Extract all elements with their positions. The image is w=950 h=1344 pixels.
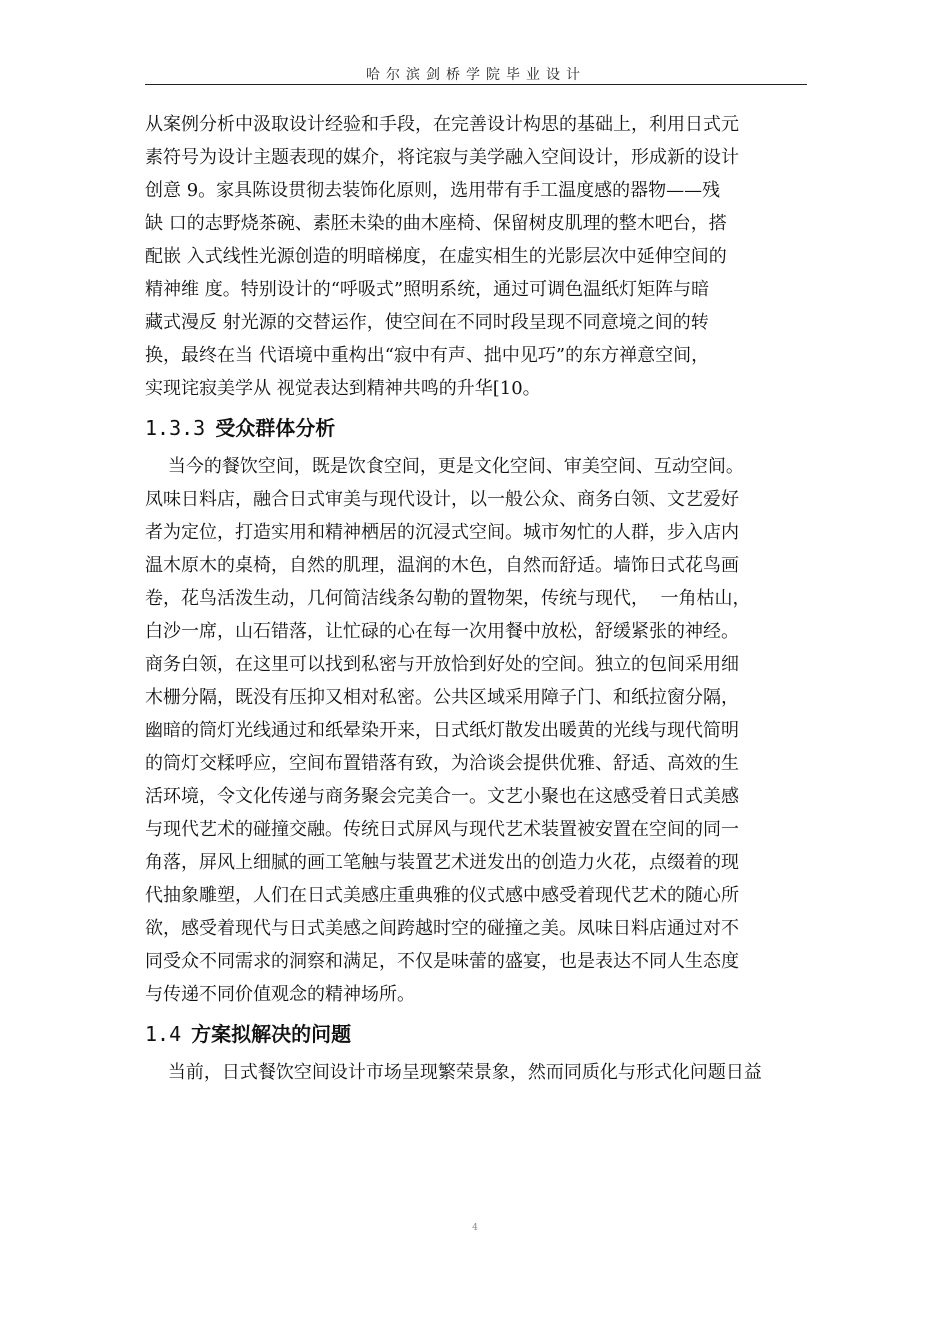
text-line: 素符号为设计主题表现的媒介，将诧寂与美学融入空间设计，形成新的设计 <box>145 147 739 168</box>
text-line: 的筒灯交糅呼应，空间布置错落有致，为洽谈会提供优雅、舒适、高效的生 <box>145 753 739 774</box>
text-line: 同受众不同需求的洞察和满足，不仅是味蕾的盛宴，也是表达不同人生态度 <box>145 951 739 972</box>
header-divider <box>145 84 807 85</box>
text-line: 角落，屏风上细腻的画工笔触与装置艺术迸发出的创造力火花，点缀着的现 <box>145 852 739 873</box>
section-heading-problems-to-solve <box>145 1017 813 1051</box>
section-title: 受众群体分析 <box>215 416 336 440</box>
text-line: 配嵌 入式线性光源创造的明暗梯度，在虚实相生的光影层次中延伸空间的 <box>145 246 727 267</box>
page-header-title: 哈尔滨剑桥学院毕业设计 <box>366 67 586 83</box>
text-line: 缺 口的志野烧茶碗、素胚未染的曲木座椅、保留树皮肌理的整木吧台，搭 <box>145 213 727 234</box>
text-line: 凤味日料店，融合日式审美与现代设计，以一般公众、商务白领、文艺爱好 <box>145 489 739 510</box>
text-line: 幽暗的筒灯光线通过和纸晕染开来，日式纸灯散发出暖黄的光线与现代简明 <box>145 720 739 741</box>
text-line: 活环境，令文化传递与商务聚会完美合一。文艺小聚也在这感受着日式美感 <box>145 786 739 807</box>
paragraph-design-approach <box>145 108 813 405</box>
text-line: 代抽象雕塑，人们在日式美感庄重典雅的仪式感中感受着现代艺术的随心所 <box>145 885 739 906</box>
text-line: 木栅分隔，既没有压抑又相对私密。公共区域采用障子门、和纸拉窗分隔， <box>145 687 739 708</box>
text-line: 商务白领，在这里可以找到私密与开放恰到好处的空间。独立的包间采用细 <box>145 654 739 675</box>
text-line: 与传递不同价值观念的精神场所。 <box>145 984 415 1005</box>
text-line: 白沙一席，山石错落，让忙碌的心在每一次用餐中放松，舒缓紧张的神经。 <box>145 621 739 642</box>
text-line: 从案例分析中汲取设计经验和手段，在完善设计构思的基础上，利用日式元 <box>145 114 739 135</box>
text-line: 欲，感受着现代与日式美感之间跨越时空的碰撞之美。凤味日料店通过对不 <box>145 918 739 939</box>
paragraph-audience-analysis <box>145 450 813 1011</box>
text-line: 温木原木的桌椅，自然的肌理，温润的木色，自然而舒适。墙饰日式花鸟画 <box>145 555 739 576</box>
text-line: 与现代艺术的碰撞交融。传统日式屏风与现代艺术装置被安置在空间的同一 <box>145 819 739 840</box>
text-line: 当前，日式餐饮空间设计市场呈现繁荣景象，然而同质化与形式化问题日益 <box>145 1062 762 1083</box>
text-line: 实现诧寂美学从 视觉表达到精神共鸣的升华[10。 <box>145 378 541 399</box>
section-number: 1.4 <box>145 1022 182 1046</box>
text-line: 藏式漫反 射光源的交替运作，使空间在不同时段呈现不同意境之间的转 <box>145 312 709 333</box>
text-line: 者为定位，打造实用和精神栖居的沉浸式空间。城市匆忙的人群，步入店内 <box>145 522 739 543</box>
section-heading-audience-analysis <box>145 411 813 445</box>
section-title: 方案拟解决的问题 <box>191 1022 352 1046</box>
text-line: 精神维 度。特别设计的“呼吸式”照明系统，通过可调色温纸灯矩阵与暗 <box>145 279 710 300</box>
text-line: 换，最终在当 代语境中重构出“寂中有声、拙中见巧”的东方禅意空间， <box>145 345 710 366</box>
section-number: 1.3.3 <box>145 416 206 440</box>
text-line: 创意 9。家具陈设贯彻去装饰化原则，选用带有手工温度感的器物——残 <box>145 180 721 201</box>
paragraph-problems-to-solve <box>145 1056 813 1089</box>
document-body <box>145 108 813 1089</box>
text-line: 卷，花鸟活泼生动，几何简洁线条勾勒的置物架，传统与现代， 一角枯山， <box>145 588 751 609</box>
text-line: 当今的餐饮空间，既是饮食空间，更是文化空间、审美空间、互动空间。 <box>145 456 744 477</box>
page-number: 4 <box>472 1223 478 1233</box>
